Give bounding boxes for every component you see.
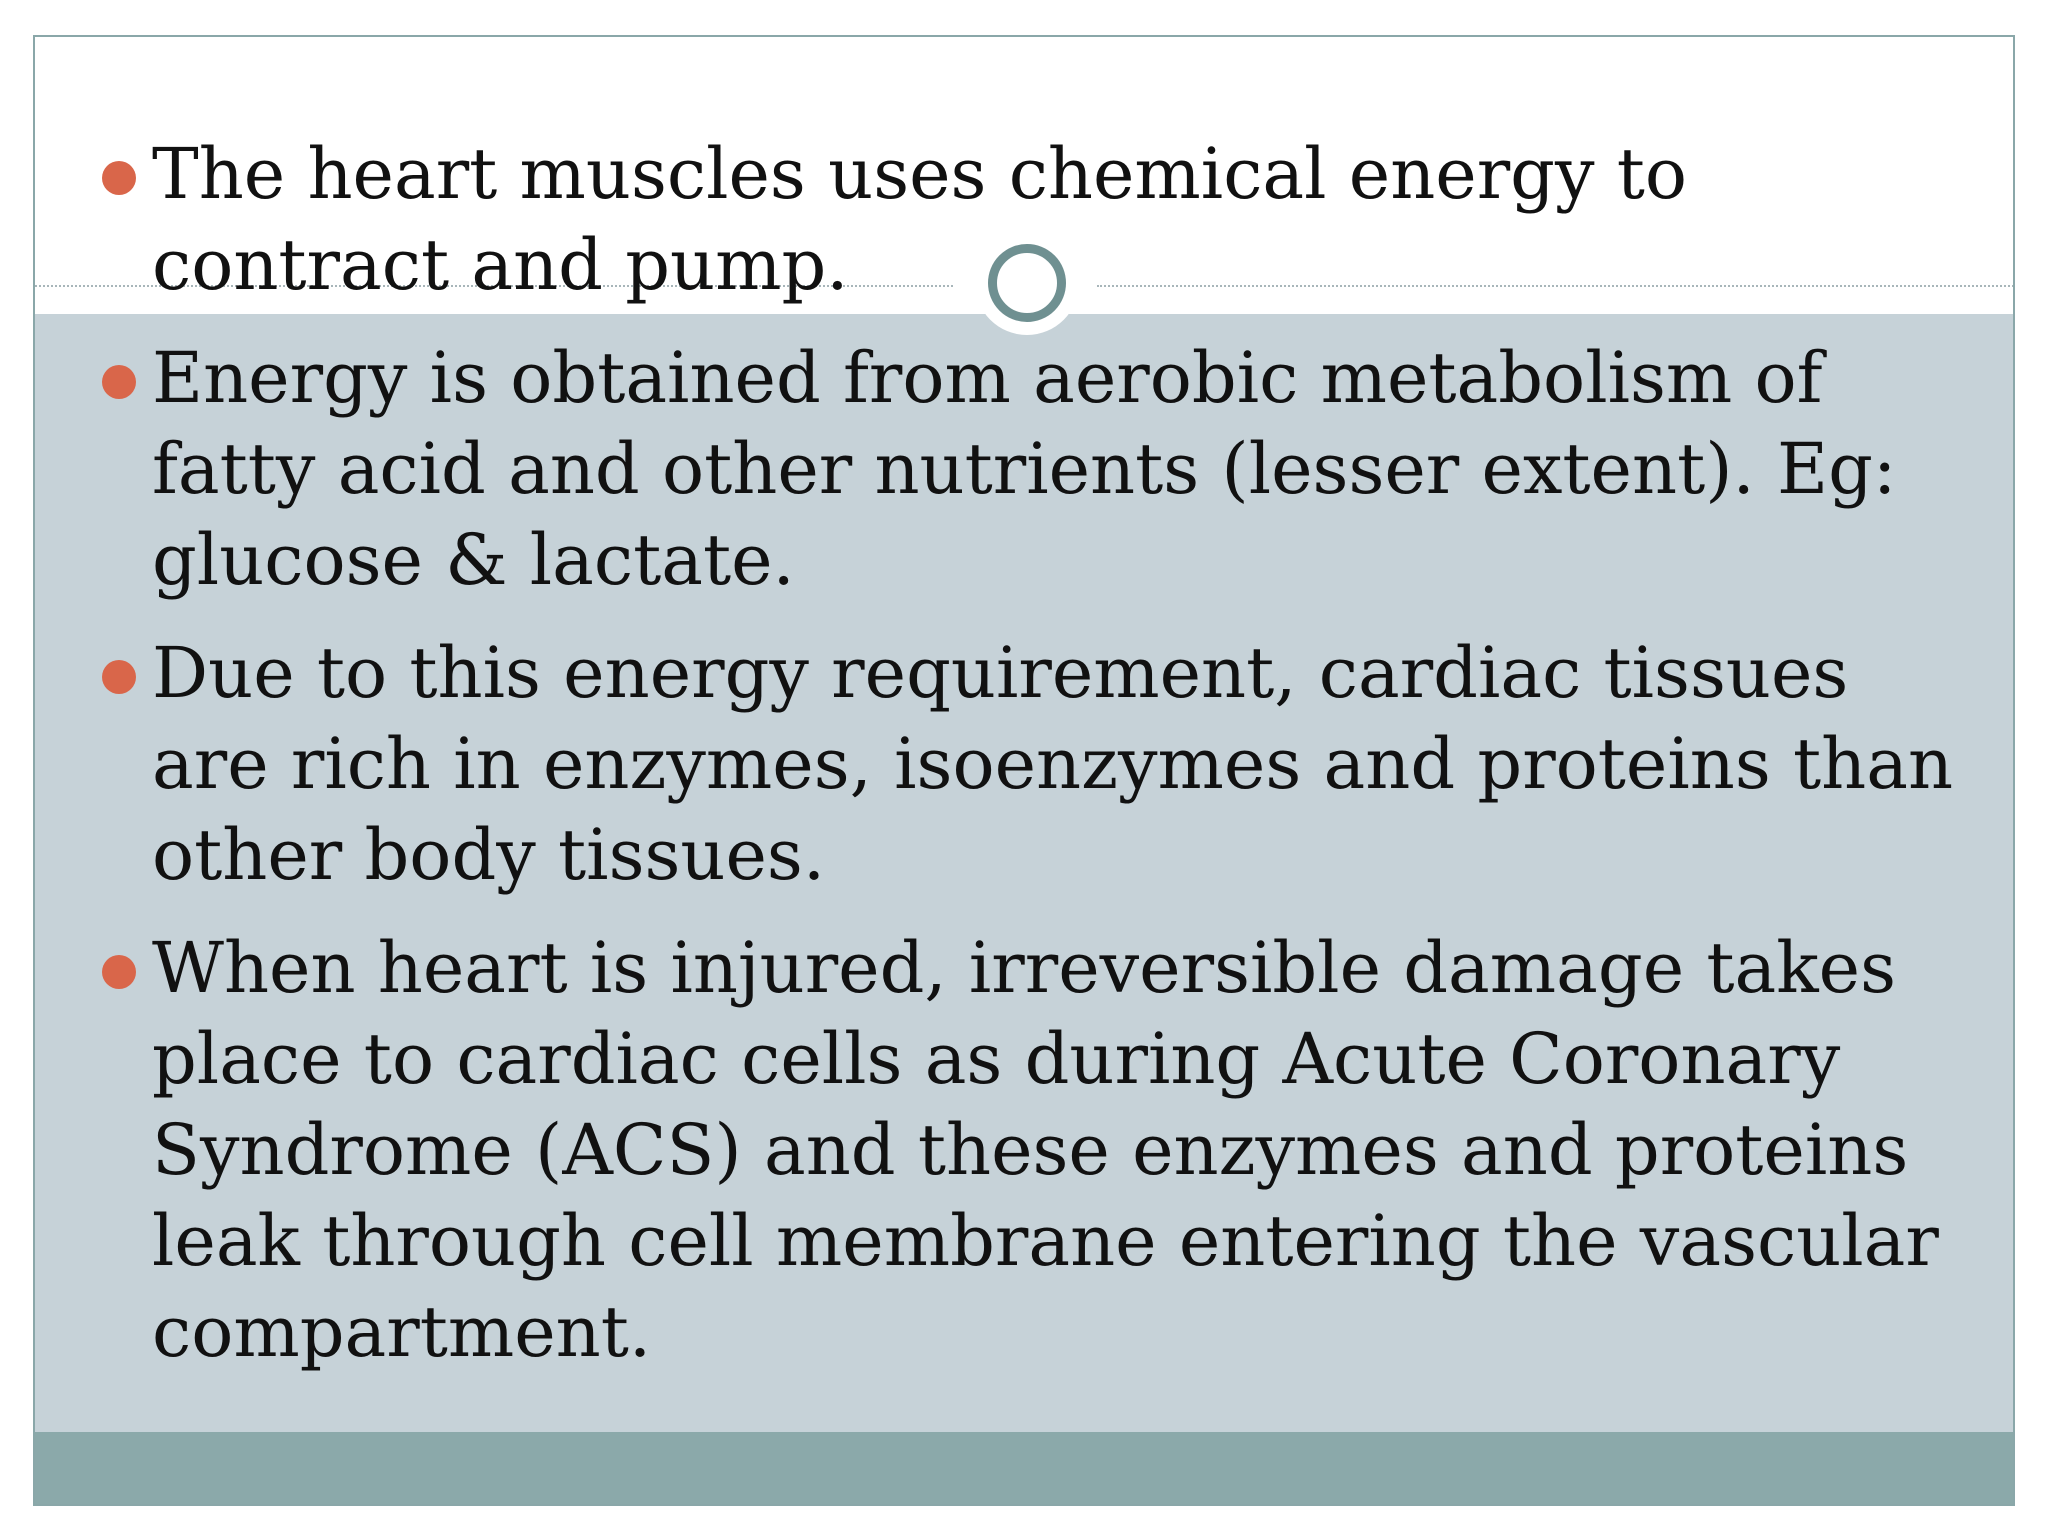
bullet-list <box>35 129 2015 1400</box>
bullet-text: Due to this energy requirement, cardiac tissues are rich in enzymes, isoenzymes and proteins than other body tissues. <box>152 632 1954 896</box>
bullet-item <box>35 129 2015 311</box>
bullet-dot-icon <box>102 660 136 694</box>
bullet-text: Energy is obtained from aerobic metabolism of fatty acid and other nutrients (lesser extent). Eg: glucose & lactate. <box>152 337 1897 601</box>
bullet-text: The heart muscles uses chemical energy to contract and pump. <box>152 133 1688 306</box>
bullet-dot-icon <box>102 365 136 399</box>
bullet-text: When heart is injured, irreversible damage takes place to cardiac cells as during Acute Coronary Syndrome (ACS) and these enzymes and proteins leak through cell membrane entering the vascular compartment. <box>152 927 1939 1373</box>
slide <box>33 35 2015 1506</box>
bullet-item <box>35 923 2015 1378</box>
footer-band <box>35 1432 2013 1506</box>
bullet-item <box>35 333 2015 606</box>
bullet-item <box>35 628 2015 901</box>
bullet-dot-icon <box>102 161 136 195</box>
bullet-dot-icon <box>102 955 136 989</box>
